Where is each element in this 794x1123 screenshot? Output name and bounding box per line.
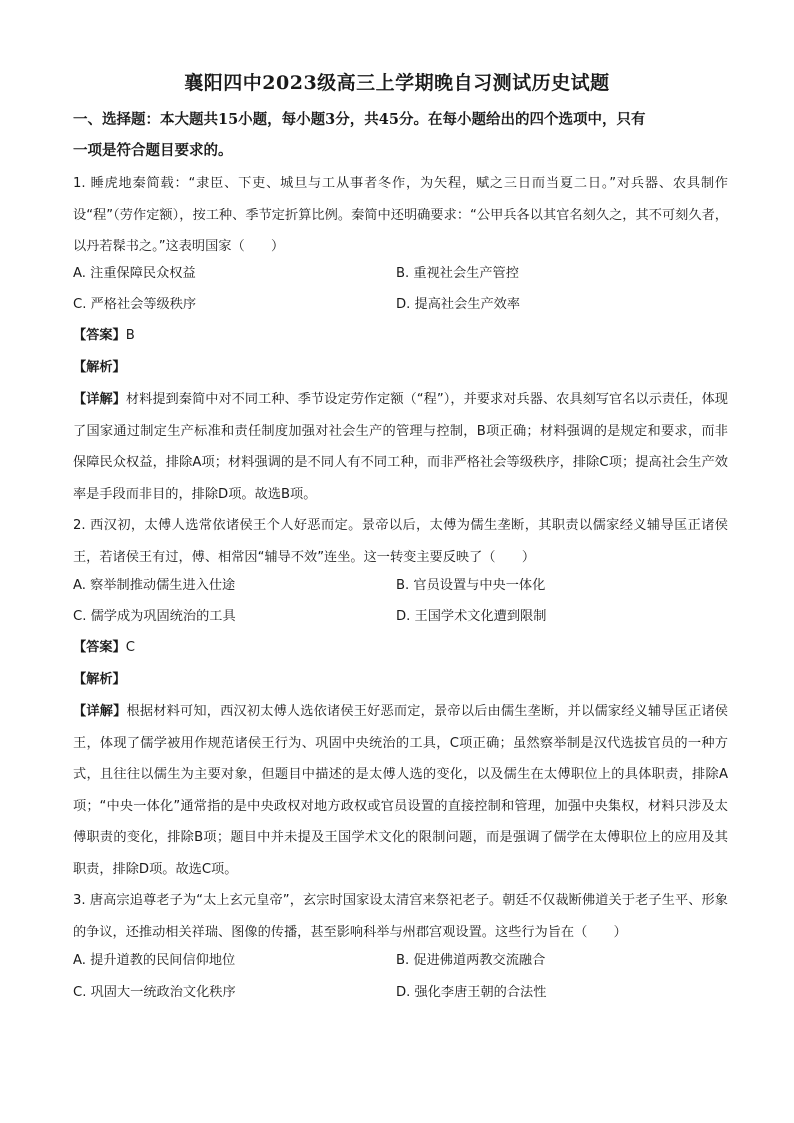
question-2-option-c[interactable]: C. 儒学成为巩固统治的工具 xyxy=(73,609,236,624)
question-1-answer xyxy=(73,326,135,346)
question-2-option-b[interactable]: B. 官员设置与中央一体化 xyxy=(396,578,546,593)
question-1-detail xyxy=(73,384,728,510)
question-2-answer xyxy=(73,638,135,658)
section-heading-line-1: 一、选择题：本大题共15小题，每小题3分，共45分。在每小题给出的四个选项中，只有 xyxy=(73,111,646,128)
question-2-analysis-label: 【解析】 xyxy=(73,672,126,687)
question-3-option-b[interactable]: B. 促进佛道两教交流融合 xyxy=(396,953,546,968)
question-2-stem: 2. 西汉初，太傅人选常依诸侯王个人好恶而定。景帝以后，太傅为儒生垄断，其职责以儒家经义辅导匡正诸侯王，若诸侯王有过，傅、相常因“辅导不效”连坐。这一转变主要反映了（ ） xyxy=(73,518,728,565)
question-3-option-c[interactable]: C. 巩固大一统政治文化秩序 xyxy=(73,985,236,1000)
question-1-analysis-label: 【解析】 xyxy=(73,360,126,375)
detail-text: 材料提到秦简中对不同工种、季节设定劳作定额（“程”），并要求对兵器、农具刻写官名以示责任，体现了国家通过制定生产标准和责任制度加强对社会生产的管理与控制，B项正确；材料强调的是规定和要求，而非保障民众权益，排除A项；材料强调的是不同人有不同工种，而非严格社会等级秩序，排除C项；提高社会生产效率是手段而非目的，排除D项。故选B项。 xyxy=(73,392,728,502)
page-title: 襄阳四中2023级高三上学期晚自习测试历史试题 xyxy=(184,72,610,94)
question-2-option-d[interactable]: D. 王国学术文化遭到限制 xyxy=(396,609,547,624)
answer-value: C xyxy=(125,640,135,655)
question-1-option-d[interactable]: D. 提高社会生产效率 xyxy=(396,297,521,312)
detail-label: 【详解】 xyxy=(73,704,127,719)
question-2-option-a[interactable]: A. 察举制推动儒生进入仕途 xyxy=(73,578,236,593)
answer-label: 【答案】 xyxy=(73,640,126,655)
question-2-detail xyxy=(73,696,728,886)
answer-label: 【答案】 xyxy=(73,328,126,343)
question-1-option-a[interactable]: A. 注重保障民众权益 xyxy=(73,266,196,281)
question-3-stem: 3. 唐高宗追尊老子为“太上玄元皇帝”，玄宗时国家设太清宫来祭祀老子。朝廷不仅裁断佛道关于老子生平、形象的争议，还推动相关祥瑞、图像的传播，甚至影响科举与州郡宫观设置。这些行为旨在（ ） xyxy=(73,893,728,940)
question-1-stem: 1. 睡虎地秦简载：“隶臣、下吏、城旦与工从事者冬作，为矢程，赋之三日而当夏二日。”对兵器、农具制作设“程”（劳作定额），按工种、季节定折算比例。秦简中还明确要求：“公甲兵各以其官名刻久之，其不可刻久者，以丹若髹书之。”这表明国家（ ） xyxy=(73,176,728,255)
detail-text: 根据材料可知，西汉初太傅人选依诸侯王好恶而定，景帝以后由儒生垄断，并以儒家经义辅导匡正诸侯王，体现了儒学被用作规范诸侯王行为、巩固中央统治的工具，C项正确；虽然察举制是汉代选拔官员的一种方式，且往往以儒生为主要对象，但题目中描述的是太傅人选的变化，以及儒生在太傅职位上的具体职责，排除A项；“中央一体化”通常指的是中央政权对地方政权或官员设置的直接控制和管理，加强中央集权，材料只涉及太傅职责的变化，排除B项；题目中并未提及王国学术文化的限制问题，而是强调了儒学在太傅职位上的应用及其职责，排除D项。故选C项。 xyxy=(73,704,728,877)
detail-label: 【详解】 xyxy=(73,392,126,407)
answer-value: B xyxy=(125,328,135,343)
question-3-option-d[interactable]: D. 强化李唐王朝的合法性 xyxy=(396,985,547,1000)
question-1-option-b[interactable]: B. 重视社会生产管控 xyxy=(396,266,519,281)
question-1-option-c[interactable]: C. 严格社会等级秩序 xyxy=(73,297,197,312)
question-3-option-a[interactable]: A. 提升道教的民间信仰地位 xyxy=(73,953,236,968)
section-heading-line-2: 一项是符合题目要求的。 xyxy=(73,142,233,159)
